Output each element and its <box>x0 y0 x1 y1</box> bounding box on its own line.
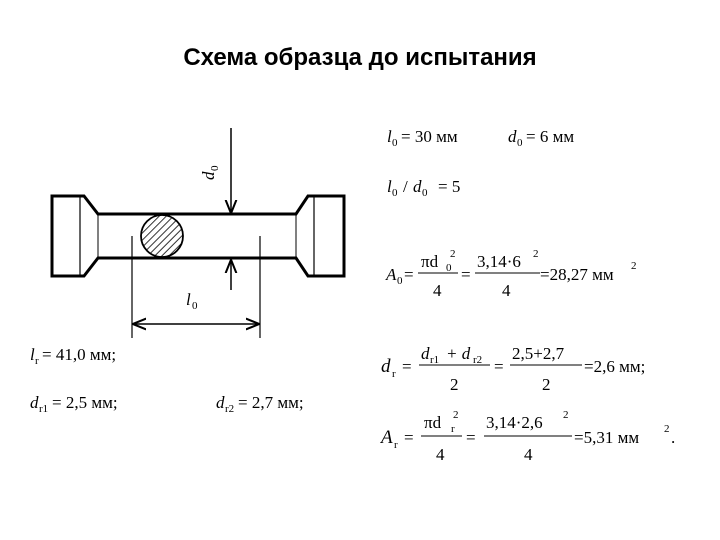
svg-text:πd: πd <box>421 252 439 271</box>
svg-text:0: 0 <box>392 187 398 199</box>
svg-text:=: = <box>466 428 476 447</box>
svg-text:2: 2 <box>533 248 539 260</box>
specimen-outline <box>52 196 344 276</box>
svg-text:r: r <box>392 368 396 380</box>
svg-text:4: 4 <box>433 281 442 300</box>
cross-section-circle <box>141 215 183 257</box>
svg-text:0: 0 <box>397 275 403 287</box>
dr-result: =2,6 мм; <box>584 357 646 376</box>
svg-text:r1: r1 <box>39 403 49 415</box>
svg-text:4: 4 <box>502 281 511 300</box>
svg-text:r: r <box>451 423 455 435</box>
svg-text:r: r <box>394 439 398 451</box>
svg-text:2: 2 <box>631 260 637 272</box>
svg-text:2,5+2,7: 2,5+2,7 <box>512 344 565 363</box>
svg-text:d: d <box>508 127 517 146</box>
svg-text:d: d <box>413 177 422 196</box>
svg-text:d: d <box>381 356 391 377</box>
svg-text:3,14·6: 3,14·6 <box>477 252 521 271</box>
d0-dimension-label: d <box>199 171 218 180</box>
svg-text:0: 0 <box>192 300 198 312</box>
svg-text:4: 4 <box>436 445 445 464</box>
svg-text:d: d <box>30 393 39 412</box>
svg-text:4: 4 <box>524 445 533 464</box>
svg-text:2: 2 <box>563 409 569 421</box>
svg-text:d: d <box>421 344 430 363</box>
svg-text:0: 0 <box>209 165 221 171</box>
svg-text:πd: πd <box>424 413 442 432</box>
svg-text:A: A <box>386 265 397 284</box>
svg-text:0: 0 <box>517 137 523 149</box>
svg-text:r2: r2 <box>225 403 235 415</box>
dr2-value: = 2,7 мм; <box>238 393 304 412</box>
svg-text:0: 0 <box>392 137 398 149</box>
svg-text:3,14·2,6: 3,14·2,6 <box>486 413 543 432</box>
svg-text:l: l <box>387 177 392 196</box>
svg-text:r1: r1 <box>430 354 440 366</box>
svg-text:0: 0 <box>422 187 428 199</box>
svg-text:r: r <box>35 355 39 367</box>
svg-text:=: = <box>494 357 504 376</box>
svg-text:2: 2 <box>453 409 459 421</box>
d0-value: = 6 мм <box>526 127 575 146</box>
svg-text:l: l <box>30 345 35 364</box>
svg-text:0: 0 <box>446 262 452 274</box>
svg-text:=: = <box>404 428 414 447</box>
l0-value: = 30 мм <box>401 127 458 146</box>
svg-text:=: = <box>461 265 471 284</box>
lr-value: = 41,0 мм; <box>42 345 117 364</box>
svg-text:.: . <box>671 428 676 447</box>
dr1-value: = 2,5 мм; <box>52 393 118 412</box>
svg-text:2: 2 <box>450 375 459 394</box>
svg-text:/: / <box>403 177 408 196</box>
svg-text:+ d: + d <box>446 344 471 363</box>
svg-text:r2: r2 <box>473 354 483 366</box>
ratio-value: = 5 <box>438 177 461 196</box>
svg-text:=: = <box>402 357 412 376</box>
A0-result: =28,27 мм <box>540 265 614 284</box>
svg-text:2: 2 <box>450 248 456 260</box>
Ar-result: =5,31 мм <box>574 428 640 447</box>
svg-text:A: A <box>381 427 393 448</box>
svg-text:2: 2 <box>664 423 670 435</box>
page-title: Схема образца до испытания <box>183 44 537 71</box>
svg-text:d: d <box>216 393 225 412</box>
l0-dimension-label: l <box>186 290 191 309</box>
svg-text:=: = <box>404 265 414 284</box>
svg-text:l: l <box>387 127 392 146</box>
svg-text:2: 2 <box>542 375 551 394</box>
